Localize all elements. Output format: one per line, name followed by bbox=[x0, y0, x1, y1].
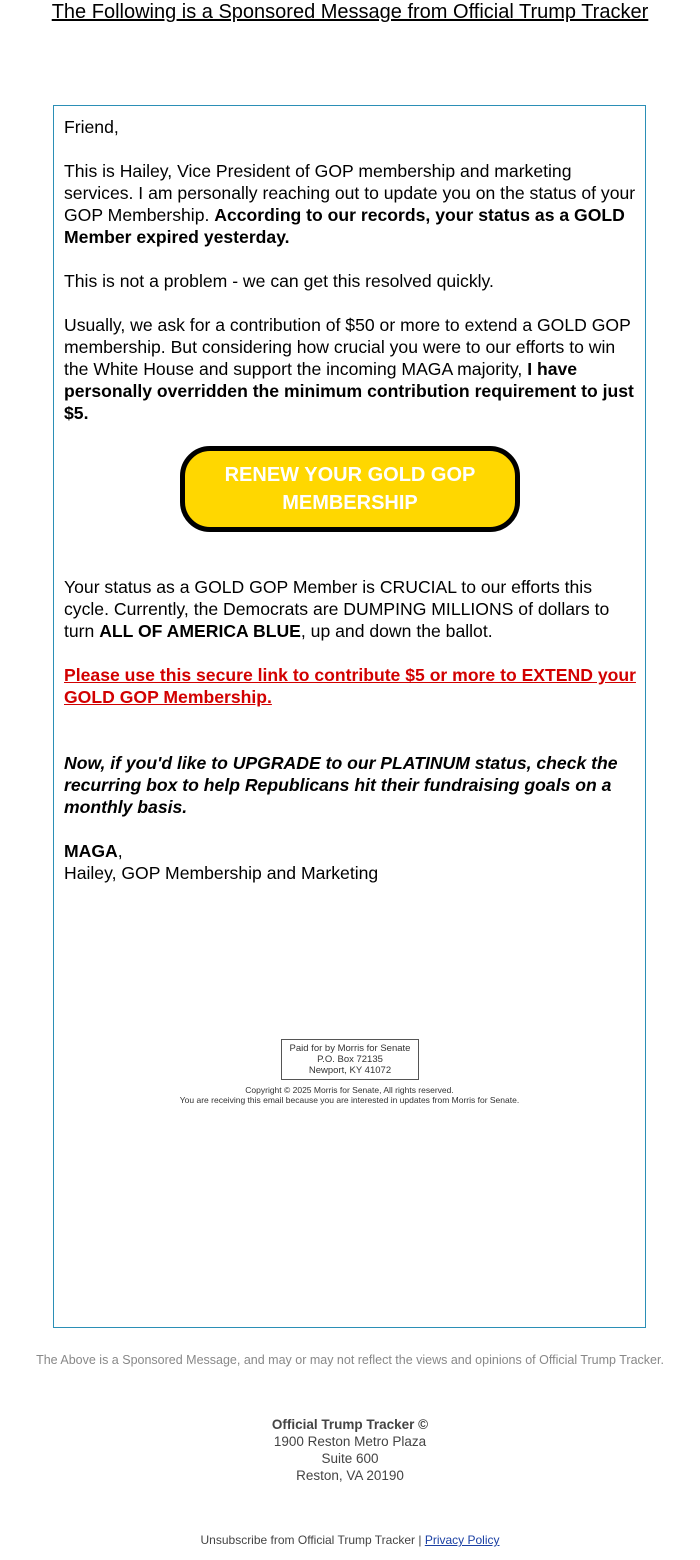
signoff bbox=[64, 840, 636, 884]
paid-for-line: Paid for by Morris for Senate bbox=[289, 1043, 411, 1054]
crucial-bold-text: ALL OF AMERICA BLUE bbox=[99, 621, 301, 641]
footer-links bbox=[0, 1532, 700, 1548]
renew-membership-button[interactable]: RENEW YOUR GOLD GOP MEMBERSHIP bbox=[180, 446, 520, 532]
email-card bbox=[53, 105, 646, 1328]
paid-for-box bbox=[281, 1039, 419, 1080]
address-suite: Suite 600 bbox=[321, 1451, 379, 1466]
address-street: 1900 Reston Metro Plaza bbox=[273, 1434, 427, 1449]
signature: Hailey, GOP Membership and Marketing bbox=[64, 863, 379, 883]
paragraph-upgrade bbox=[64, 752, 636, 818]
paid-for-po-box: P.O. Box 72135 bbox=[317, 1054, 383, 1065]
privacy-policy-link[interactable]: Privacy Policy bbox=[424, 1533, 500, 1547]
sender-address bbox=[0, 1416, 700, 1484]
copyright-block bbox=[54, 1085, 645, 1105]
paid-for-city: Newport, KY 41072 bbox=[308, 1065, 392, 1076]
upgrade-text: Now, if you'd like to UPGRADE to our PLATINUM status, check the recurring box to help Republicans hit their fundraising goals on a monthly basis. bbox=[64, 753, 618, 817]
paragraph-secure-link bbox=[64, 664, 636, 708]
crucial-text: Your status as a GOLD GOP Member is CRUCIAL to our efforts this cycle. Currently, the Democrats are DUMPING MILLIONS of dollars to turn bbox=[64, 577, 610, 641]
sponsor-header-link[interactable]: The Following is a Sponsored Message from Official Trump Tracker bbox=[51, 1, 649, 23]
offer-text: Usually, we ask for a contribution of $50 or more to extend a GOLD GOP membership. But considering how crucial you were to our efforts to win the White House and support the incoming MAGA majority, bbox=[64, 315, 631, 379]
address-city: Reston, VA 20190 bbox=[296, 1468, 404, 1483]
paragraph-reassure: This is not a problem - we can get this resolved quickly. bbox=[64, 271, 494, 291]
receiving-notice: You are receiving this email because you are interested in updates from Morris for Senate. bbox=[179, 1095, 520, 1105]
cta-container bbox=[64, 446, 636, 534]
copyright-line: Copyright © 2025 Morris for Senate, All rights reserved. bbox=[245, 1085, 454, 1095]
paragraph-offer bbox=[64, 314, 636, 424]
sponsored-disclaimer: The Above is a Sponsored Message, and may or may not reflect the views and opinions of Official Trump Tracker. bbox=[36, 1353, 664, 1367]
intro-text: This is Hailey, Vice President of GOP membership and marketing services. I am personally reaching out to update you on the status of your GOP Membership. bbox=[64, 161, 636, 225]
org-name: Official Trump Tracker © bbox=[271, 1417, 429, 1432]
crucial-text-end: , up and down the ballot. bbox=[300, 621, 493, 641]
intro-bold-text: According to our records, your status as a GOLD Member expired yesterday. bbox=[64, 205, 625, 247]
paragraph-crucial bbox=[64, 576, 636, 642]
spacer bbox=[64, 730, 636, 752]
unsubscribe-link[interactable]: Unsubscribe from Official Trump Tracker bbox=[200, 1533, 416, 1547]
paragraph-intro bbox=[64, 160, 636, 248]
signoff-comma: , bbox=[117, 841, 123, 861]
secure-contribute-link[interactable]: Please use this secure link to contribute $5 or more to EXTEND your GOLD GOP Membership. bbox=[64, 665, 636, 707]
greeting: Friend, bbox=[64, 117, 119, 137]
offer-bold-text: I have personally overridden the minimum contribution requirement to just $5. bbox=[64, 359, 634, 423]
message-body bbox=[64, 116, 636, 906]
signoff-maga: MAGA bbox=[64, 841, 118, 861]
footer-separator: | bbox=[415, 1533, 425, 1547]
